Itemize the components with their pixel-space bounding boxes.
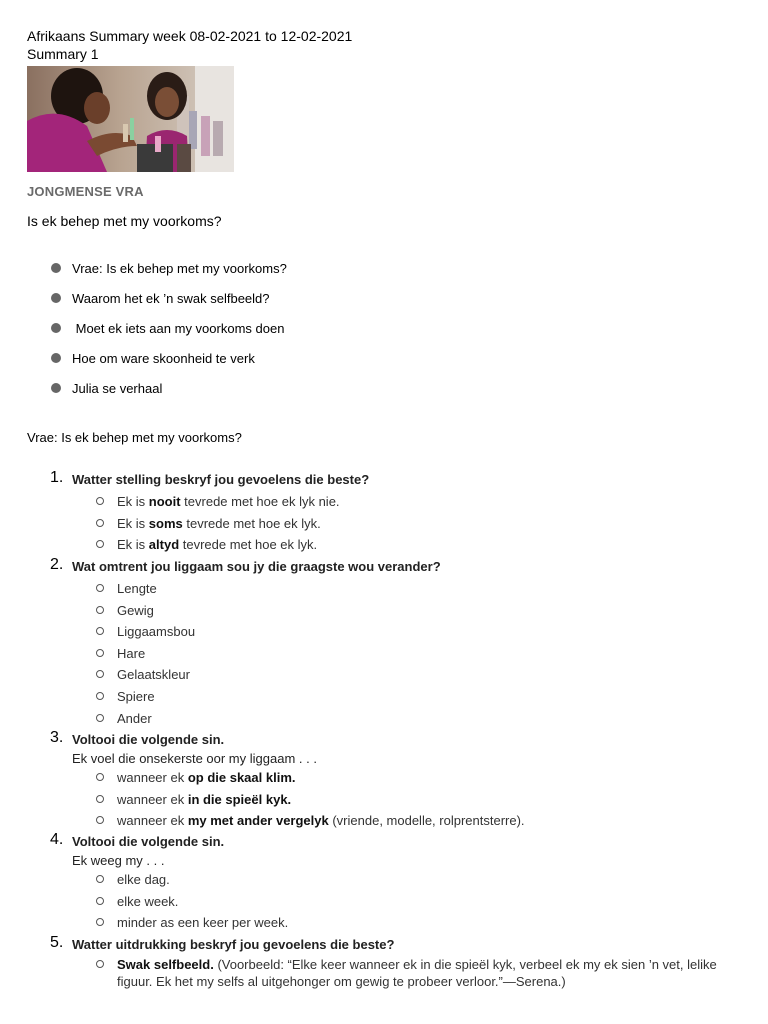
option-text: (Voorbeeld: “Elke keer wanneer ek in die spieël kyk, verbeel ek my ek sien ’n vet, lelike figuur. Ek het my selfs al uitgehonger om gewig te probeer verloor.”—Serena.) xyxy=(117,957,717,989)
question-number: 1. xyxy=(50,469,64,486)
option-item[interactable]: Ek is altyd tevrede met hoe ek lyk. xyxy=(96,537,340,559)
circle-bullet-icon xyxy=(96,816,104,824)
question-3-options xyxy=(96,770,525,835)
question-subtitle: Ek voel die onsekerste oor my liggaam . . . xyxy=(72,751,317,766)
question-number: 5. xyxy=(50,934,64,951)
option-item[interactable]: elke week. xyxy=(96,894,288,916)
toc-item[interactable] xyxy=(51,380,287,410)
bullet-icon xyxy=(51,293,61,303)
circle-bullet-icon xyxy=(96,519,104,527)
photo-girls-at-mirror xyxy=(27,66,234,172)
option-item[interactable]: Gewig xyxy=(96,603,195,625)
option-item[interactable]: wanneer ek my met ander vergelyk (vriende, modelle, rolprentsterre). xyxy=(96,813,525,835)
question-4-options xyxy=(96,872,288,937)
toc-item-label: Waarom het ek ’n swak selfbeeld? xyxy=(72,291,270,306)
circle-bullet-icon xyxy=(96,918,104,926)
question-subtitle: Ek weeg my . . . xyxy=(72,853,165,868)
bullet-icon xyxy=(51,353,61,363)
option-item[interactable]: Ek is soms tevrede met hoe ek lyk. xyxy=(96,516,340,538)
question-title: Watter stelling beskryf jou gevoelens die beste? xyxy=(72,472,370,487)
circle-bullet-icon xyxy=(96,584,104,592)
toc-item[interactable] xyxy=(51,290,287,320)
circle-bullet-icon xyxy=(96,497,104,505)
option-item[interactable]: Ek is nooit tevrede met hoe ek lyk nie. xyxy=(96,494,340,516)
bullet-icon xyxy=(51,323,61,333)
circle-bullet-icon xyxy=(96,627,104,635)
question-title: Voltooi die volgende sin. xyxy=(72,834,225,849)
question-number: 4. xyxy=(50,831,64,848)
question-number: 3. xyxy=(50,729,64,746)
question-title: Wat omtrent jou liggaam sou jy die graagste wou verander? xyxy=(72,559,441,574)
question-1-options xyxy=(96,494,340,559)
circle-bullet-icon xyxy=(96,897,104,905)
document-title: Afrikaans Summary week 08-02-2021 to 12-02-2021 xyxy=(27,28,353,44)
toc-item[interactable] xyxy=(51,260,287,290)
option-item[interactable]: wanneer ek op die skaal klim. xyxy=(96,770,525,792)
circle-bullet-icon xyxy=(96,649,104,657)
toc-item-label: Julia se verhaal xyxy=(72,381,163,396)
circle-bullet-icon xyxy=(96,875,104,883)
toc-item-label: Vrae: Is ek behep met my voorkoms? xyxy=(72,261,287,276)
photo-illustration xyxy=(27,66,234,172)
option-item[interactable]: Ander xyxy=(96,711,195,733)
toc-list xyxy=(51,260,287,410)
option-bold-label: Swak selfbeeld. xyxy=(117,957,214,972)
option-item[interactable]: Hare xyxy=(96,646,195,668)
question-title: Voltooi die volgende sin. xyxy=(72,732,225,747)
question-title: Watter uitdrukking beskryf jou gevoelens die beste? xyxy=(72,937,395,952)
question-5-option[interactable] xyxy=(96,956,726,990)
option-item[interactable]: Liggaamsbou xyxy=(96,624,195,646)
option-item[interactable]: Spiere xyxy=(96,689,195,711)
toc-item-label: Moet ek iets aan my voorkoms doen xyxy=(72,321,285,336)
main-question: Is ek behep met my voorkoms? xyxy=(27,213,222,229)
toc-item-label: Hoe om ware skoonheid te verk xyxy=(72,351,255,366)
question-2-options xyxy=(96,581,195,732)
section-label: JONGMENSE VRA xyxy=(27,184,144,199)
bullet-icon xyxy=(51,383,61,393)
circle-bullet-icon xyxy=(96,692,104,700)
circle-bullet-icon xyxy=(96,540,104,548)
bullet-icon xyxy=(51,263,61,273)
circle-bullet-icon xyxy=(96,714,104,722)
circle-bullet-icon xyxy=(96,773,104,781)
option-item[interactable]: Lengte xyxy=(96,581,195,603)
vrae-heading: Vrae: Is ek behep met my voorkoms? xyxy=(27,430,242,445)
circle-bullet-icon xyxy=(96,795,104,803)
circle-bullet-icon xyxy=(96,606,104,614)
question-number: 2. xyxy=(50,556,64,573)
circle-bullet-icon xyxy=(96,960,104,968)
option-item[interactable]: elke dag. xyxy=(96,872,288,894)
option-item[interactable]: wanneer ek in die spieël kyk. xyxy=(96,792,525,814)
option-item[interactable]: minder as een keer per week. xyxy=(96,915,288,937)
toc-item[interactable] xyxy=(51,350,287,380)
circle-bullet-icon xyxy=(96,670,104,678)
toc-item[interactable] xyxy=(51,320,287,350)
option-item[interactable]: Gelaatskleur xyxy=(96,667,195,689)
document-subtitle: Summary 1 xyxy=(27,46,99,62)
